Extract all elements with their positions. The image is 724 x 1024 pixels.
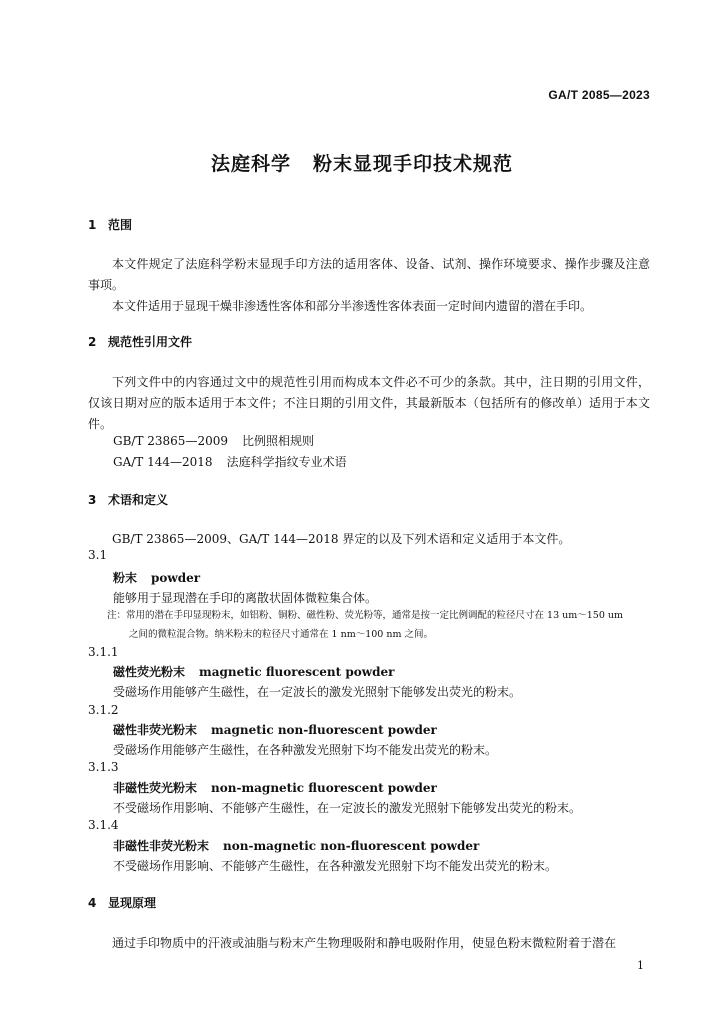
term-en: magnetic fluorescent powder: [199, 665, 395, 679]
term-number: 3.1: [88, 548, 108, 562]
section-title: 范围: [108, 218, 133, 232]
section-2-paragraph-1: 下列文件中的内容通过文中的规范性引用而构成本文件必不可少的条款。其中，注日期的引用文件，仅该日期对应的版本适用于本文件；不注日期的引用文件，其最新版本（包括所有的修改单）适用于本文件。: [88, 375, 650, 431]
term-zh: 非磁性荧光粉末: [113, 781, 198, 795]
section-number: 3: [88, 493, 97, 507]
term-zh: 非磁性非荧光粉末: [113, 839, 210, 853]
term-en: magnetic non-fluorescent powder: [211, 723, 437, 737]
page-number: 1: [637, 959, 644, 972]
document-title: [0, 149, 724, 176]
term-zh: 磁性非荧光粉末: [113, 723, 198, 737]
term-note: [107, 606, 647, 644]
reference-title: 法庭科学指纹专业术语: [226, 455, 347, 469]
reference-code: GB/T 23865—2009: [113, 434, 228, 448]
section-number: 4: [88, 896, 97, 910]
normative-reference: [113, 432, 314, 449]
term-heading: [113, 779, 437, 796]
section-title: 规范性引用文件: [108, 335, 193, 349]
section-number: 1: [88, 218, 97, 232]
term-definition: 受磁场作用能够产生磁性，在各种激发光照射下均不能发出荧光的粉末。: [113, 743, 498, 757]
section-2-heading: [88, 333, 192, 350]
term-heading: [113, 721, 437, 738]
term-heading: [113, 663, 394, 680]
term-definition: 不受磁场作用影响、不能够产生磁性，在一定波长的激发光照射下能够发出荧光的粉末。: [113, 801, 582, 815]
term-en: non-magnetic fluorescent powder: [211, 781, 437, 795]
section-number: 2: [88, 335, 97, 349]
section-title: 显现原理: [108, 896, 157, 910]
note-line-2: 之间的微粒混合物。纳米粉末的粒径尺寸通常在 1 nm～100 nm 之间。: [129, 629, 434, 640]
section-4-paragraph-1: 通过手印物质中的汗液或油脂与粉末产生物理吸附和静电吸附作用，使显色粉末微粒附着于潜在: [112, 936, 617, 950]
section-4-heading: [88, 894, 156, 911]
term-definition: 受磁场作用能够产生磁性，在一定波长的激发光照射下能够发出荧光的粉末。: [113, 685, 522, 699]
section-1-heading: [88, 216, 132, 233]
term-heading: [113, 569, 200, 586]
note-line-1: 注：常用的潜在手印显现粉末，如铝粉、铜粉、磁性粉、荧光粉等，通常是按一定比例调配的粒径尺寸在 13 um～150 um: [107, 610, 624, 621]
reference-code: GA/T 144—2018: [113, 455, 213, 469]
title-part1: 法庭科学: [210, 153, 291, 175]
term-number: 3.1.2: [88, 703, 119, 717]
term-zh: 粉末: [113, 571, 138, 585]
term-number: 3.1.1: [88, 645, 119, 659]
section-title: 术语和定义: [108, 493, 169, 507]
term-definition: 不受磁场作用影响、不能够产生磁性，在各种激发光照射下均不能发出荧光的粉末。: [113, 859, 558, 873]
term-en: powder: [151, 571, 201, 585]
section-1-paragraph-2: 本文件适用于显现干燥非渗透性客体和部分半渗透性客体表面一定时间内遗留的潜在手印。: [112, 299, 593, 313]
term-zh: 磁性荧光粉末: [113, 665, 186, 679]
term-number: 3.1.4: [88, 818, 119, 832]
section-3-heading: [88, 491, 168, 508]
term-en: non-magnetic non-fluorescent powder: [223, 839, 480, 853]
standard-number: GA/T 2085—2023: [548, 88, 650, 102]
reference-title: 比例照相规则: [241, 434, 314, 448]
term-heading: [113, 837, 479, 854]
section-3-intro: GB/T 23865—2009、GA/T 144—2018 界定的以及下列术语和定义适用于本文件。: [112, 532, 571, 546]
term-definition: 能够用于显现潜在手印的离散状固体微粒集合体。: [113, 591, 378, 605]
title-part2: 粉末显现手印技术规范: [313, 153, 514, 175]
section-1-paragraph-1: 本文件规定了法庭科学粉末显现手印方法的适用客体、设备、试剂、操作环境要求、操作步骤及注意事项。: [88, 257, 650, 292]
normative-reference: [113, 453, 347, 470]
term-number: 3.1.3: [88, 760, 119, 774]
